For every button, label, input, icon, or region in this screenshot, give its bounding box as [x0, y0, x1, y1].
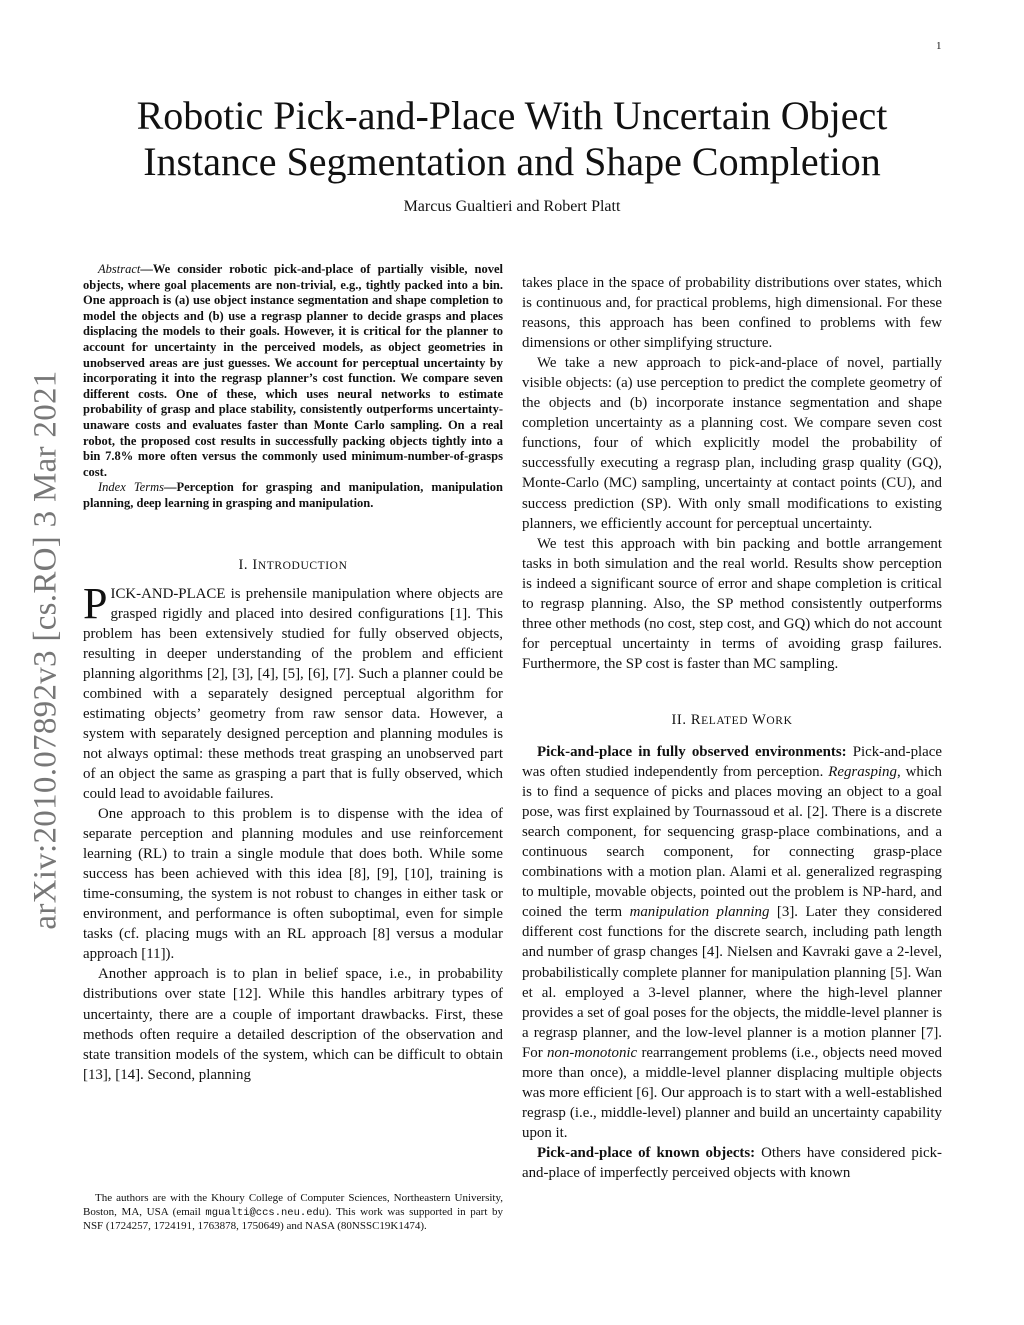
paper-title: [80, 93, 944, 185]
title-line-2: Instance Segmentation and Shape Completion: [143, 139, 881, 184]
index-terms: [83, 480, 503, 511]
intro-paragraph-1: [83, 578, 503, 805]
related-paragraph-2: [522, 1143, 942, 1183]
related-text: Pick-and-place was often studied independently from perception.: [522, 743, 942, 781]
related-text: , which is to find a sequence of picks and places moving an object to a goal pose, was first explained by Tournassoud et al. [2]. There is a discrete search component, for sequencing grasp-place combinations, and a continuous search component, for connecting grasp-place combinations with a motion plan. Alami et al. generalized regrasping to multiple, movable objects, pointed out the problem is NP-hard, and coined the term: [522, 764, 943, 921]
arxiv-id: arXiv:2010.07892v3 [cs.RO] 3 Mar 2021: [27, 370, 64, 930]
related-text: Others have considered pick-and-place of imperfectly perceived objects with known: [522, 1144, 942, 1181]
section-smallcaps: NTRODUCTION: [257, 559, 348, 572]
abstract: [83, 262, 503, 480]
right-column: [522, 273, 942, 1183]
intro-lead-word: ICK-AND-PLACE: [110, 585, 226, 602]
section-initial: R: [690, 711, 702, 728]
right-paragraph-continued: takes place in the space of probability distributions over states, which is continuous and, for practical problems, high dimensional. For these reasons, this approach has been confined to problems with few dimensions or other simplifying structure.: [522, 275, 942, 352]
section-initial: I: [252, 556, 258, 573]
right-paragraph-approach: We take a new approach to pick-and-place of novel, partially visible objects: (a) use perception to predict the complete geometry of the objects and (b) incorporate instance segmentation and shape completion uncertainty as a planning cost. We compare seven cost functions, four of which explicitly model the probability of successfully executing a regrasp plan, including grasp quality (GQ), Monte-Carlo (MC) sampling, uncertainty at contact points (CU), and success prediction (SP). With only small modifications to existing planners, we efficiently account for perceptual uncertainty.: [522, 355, 942, 532]
drop-cap: P: [83, 578, 108, 628]
emphasis-non-monotonic: non-monotonic: [546, 1044, 638, 1061]
intro-paragraph-2: One approach to this problem is to dispense with the idea of separate perception and planning modules and use reinforcement learning (RL) to train a single module that does both. While some success has been achieved with this idea [8], [9], [10], training is time-consuming, the system is not robust to changes in either task or environment, and performance is often suboptimal, even for simple tasks (cf. placing mugs with an RL approach [8] versus a modular approach [11]).: [83, 806, 503, 963]
section-heading-related-work: [522, 710, 942, 731]
emphasis-regrasping: Regrasping: [828, 764, 897, 781]
subheading-known-objects: Pick-and-place of known objects:: [537, 1144, 756, 1161]
abstract-label: Abstract: [98, 262, 141, 276]
intro-paragraph-3: Another approach is to plan in belief space, i.e., in probability distributions over state [12]. While this handles arbitrary types of uncertainty, there are a couple of important drawbacks. First, these methods often require a detailed description of the observation and state transition models of the system, which can be difficult to obtain [13], [14]. Second, planning: [83, 966, 503, 1083]
index-terms-label: Index Terms: [98, 480, 164, 495]
section-numeral: II.: [671, 711, 687, 728]
footnote-text-a: The authors are with the Khoury College of Computer Sciences, Northeastern University, Boston, MA, USA (email: [83, 1192, 503, 1218]
footnote: [83, 1192, 503, 1234]
subheading-fully-observed: Pick-and-place in fully observed environments:: [537, 743, 847, 760]
related-text: [3]. Later they considered different cost functions for the discrete search, including path length and number of grasp changes [4]. Nielsen and Kavraki gave a 2-level, probabilistically complete planner for manipulation planning [5]. Wan et al. employed a 3-level planner, where the high-level planner provides a set of goal poses for the objects, the middle-level planner is a regrasp planner, and the low-level planner is a motion planner [7]. For: [522, 904, 942, 1061]
section-smallcaps: ORK: [766, 714, 793, 727]
author-email: mgualti@ccs.neu.edu: [205, 1206, 326, 1219]
related-text: rearrangement problems (i.e., objects need moved more than once), a middle-level planner displacing multiple objects was more efficient [6]. Our approach is to start with a well-established regrasp (i.e., middle-level) planner and build an uncertainty capability upon it.: [522, 1044, 942, 1141]
footnote-text-b: ). This work was supported in part by NSF (1724257, 1724191, 1763878, 1750649) and NASA (80NSSC19K1474).: [83, 1205, 503, 1233]
section-numeral: I.: [238, 556, 249, 573]
left-column: [83, 262, 503, 1085]
right-paragraph-tests: We test this approach with bin packing and bottle arrangement tasks in both simulation and the real world. Results show perception is indeed a significant source of error and shape completion is critical to regrasp planning. Also, the SP method consistently outperforms three other methods (no cost, step cost, and GQ) which do not account for perceptual uncertainty in terms of avoiding grasp failures. Furthermore, the SP cost is faster than MC sampling.: [522, 535, 942, 672]
emphasis-manipulation-planning: manipulation planning: [629, 904, 770, 921]
page-number: 1: [936, 40, 942, 52]
authors: Marcus Gualtieri and Robert Platt: [403, 198, 621, 215]
title-line-1: Robotic Pick-and-Place With Uncertain Object: [136, 93, 888, 138]
section-heading-introduction: [83, 555, 503, 576]
related-paragraph-1: [522, 742, 942, 1143]
intro-p1-text: is prehensile manipulation where objects are grasped rigidly and placed into desired configurations [1]. This problem has been extensively studied for fully observed objects, resulting in deeper understanding of the problem and efficient planning algorithms [2], [3], [4], [5], [6], [7]. Such a planner could be combined with a separately designed perceptual algorithm for estimating objects’ geometry from raw sensor data. However, a system with separately designed perception and planning modules is not always optimal: these methods treat grasping an unobserved part of an object the same as grasping a part that is fully observed, which could lead to avoidable failures.: [83, 585, 503, 803]
section-initial: W: [752, 711, 767, 728]
index-terms-text: —Perception for grasping and manipulation, manipulation planning, deep learning in grasping and manipulation.: [83, 480, 503, 510]
arxiv-watermark: [20, 345, 72, 955]
section-smallcaps: ELATED: [701, 714, 749, 727]
abstract-text: —We consider robotic pick-and-place of partially visible, novel objects, where goal placements are non-trivial, e.g., tightly packed into a bin. One approach is (a) use object instance segmentation and shape completion to model the objects and (b) use a regrasp planner to decide grasps and places displacing the models to their goals. However, it is critical for the planner to account for uncertainty in the perceived models, as object geometries in unobserved areas are just guesses. We account for perceptual uncertainty by incorporating it into the regrasp planner’s cost function. We compare seven different costs. One of these, which uses neural networks to estimate probability of grasp and place stability, consistently outperforms uncertainty-unaware costs and evaluates faster than Monte Carlo sampling. On a real robot, the proposed cost results in successfully packing objects tightly into a bin 7.8% more often versus the commonly used minimum-number-of-grasps cost.: [83, 262, 503, 479]
